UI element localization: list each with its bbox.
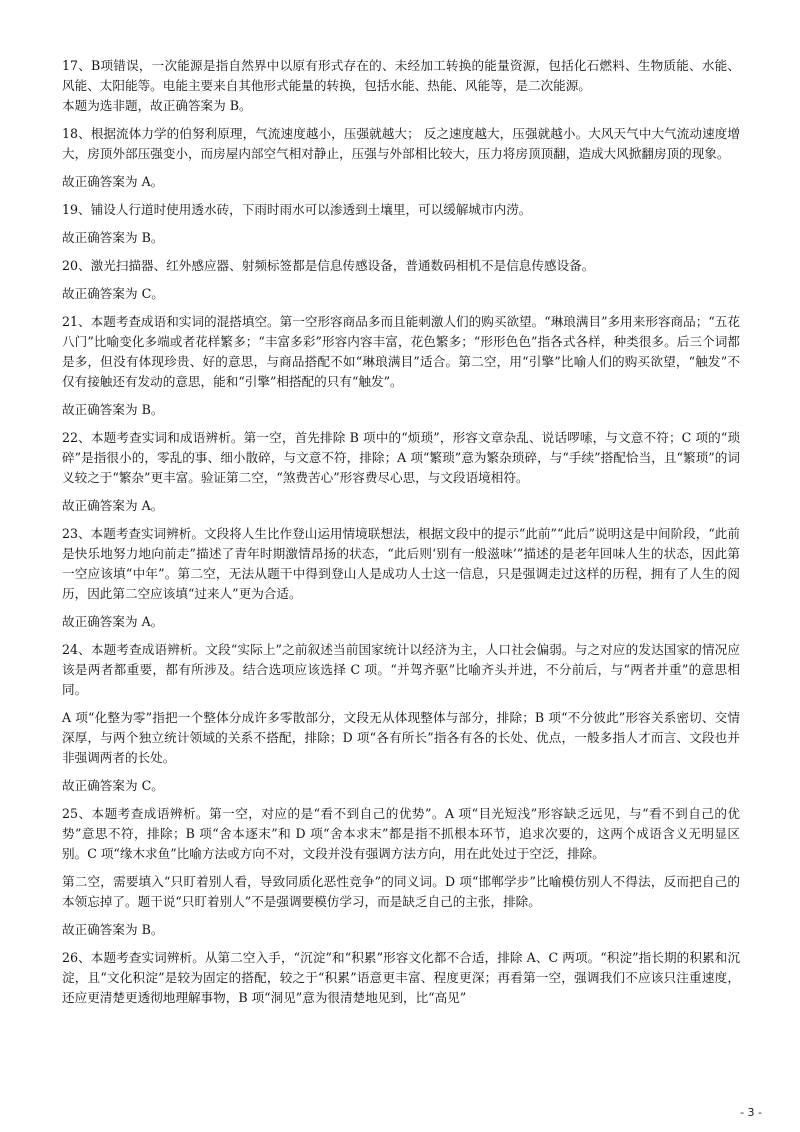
answer-line: 故正确答案为 C。	[62, 778, 164, 793]
question-24-options	[62, 708, 740, 768]
question-24	[62, 640, 740, 700]
explanation-text: 20、激光扫描器、红外感应器、射频标签都是信息传感设备，普通数码相机不是信息传感设备。	[62, 258, 595, 273]
question-20	[62, 256, 740, 276]
answer-line: 故正确答案为 A。	[62, 614, 164, 629]
answer-line: 故正确答案为 C。	[62, 286, 164, 301]
answer-line: 故正确答案为 B。	[62, 230, 164, 245]
explanation-text: 25、本题考查成语辨析。第一空，对应的是“看不到自己的优势”。A 项“目光短浅”形容缺乏远见，与“看不到自己的优势”意思不符，排除；B 项“舍本逐末”和 D 项“舍本求末”都是指不抓根本环节，追求次要的，这两个成语含义无明显区别。C 项“缘木求鱼”比喻方法或方向不对，文段并没有强调方法方向，用在此处过于空泛，排除。	[62, 806, 740, 861]
answer-line: 故正确答案为 B。	[62, 402, 164, 417]
explanation-text: 19、铺设人行道时使用透水砖，下雨时雨水可以渗透到土壤里，可以缓解城市内涝。	[62, 202, 532, 217]
explanation-text: 22、本题考查实词和成语辨析。第一空，首先排除 B 项中的“烦琐”，形容文章杂乱、说话啰嗦，与文意不符；C 项的“琐碎”是指很小的，零乱的事、细小散碎，与文意不符，排除；A 项“繁琐”意为繁杂琐碎，与“手续”搭配恰当，且“繁琐”的词义较之于“繁杂”更丰富。验证第二空，“煞费苦心”形容费尽心思，与文段语境相符。	[62, 430, 740, 485]
page-number: - 3 -	[740, 1106, 762, 1119]
answer-line: 故正确答案为 B。	[62, 922, 164, 937]
explanation-text: 24、本题考查成语辨析。文段“实际上”之前叙述当前国家统计以经济为主，人口社会偏弱。与之对应的发达国家的情况应该是两者都重要，都有所涉及。结合选项应该选择 C 项。“并驾齐驱”比喻齐头并进，不分前后，与“两者并重”的意思相同。	[62, 642, 740, 697]
explanation-text: 26、本题考查实词辨析。从第二空入手，“沉淀”和“积累”形容文化都不合适，排除 A、C 两项。“积淀”指长期的积累和沉淀，且“文化积淀”是较为固定的搭配，较之于“积累”语意更丰富、程度更深；再看第一空，强调我们不应该只注重速度，还应更清楚更透彻地理解事物，B 项“洞见”意为很清楚地见到，比“高见”	[62, 950, 740, 1005]
question-19	[62, 200, 740, 220]
explanation-text: A 项“化整为零”指把一个整体分成许多零散部分，文段无从体现整体与部分，排除；B 项“不分彼此”形容关系密切、交情深厚，与两个独立统计领域的关系不搭配，排除；D 项“各有所长”指各有各的长处、优点，一般多指人才而言、文段也并非强调两者的长处。	[62, 710, 740, 765]
explanation-text: 第二空，需要填入“只盯着别人看，导致同质化恶性竞争”的同义词。D 项“邯郸学步”比喻模仿别人不得法，反而把自己的本领忘掉了。题干说“只盯着别人”不是强调要模仿学习，而是缺乏自己的主张，排除。	[62, 874, 740, 909]
answer-line: 本题为选非题，故正确答案为 B。	[62, 98, 252, 113]
question-18	[62, 124, 740, 164]
question-25-second-blank	[62, 872, 740, 912]
explanation-text: 23、本题考查实词辨析。文段将人生比作登山运用情境联想法，根据文段中的提示“此前”“此后”说明这是中间阶段，“此前是快乐地努力地向前走”描述了青年时期激情昂扬的状态，“此后则‘别有一般滋味’”描述的是老年回味人生的状态，因此第一空应该填“中年”。第二空，无法从题干中得到登山人是成功人士这一信息，只是强调走过这样的历程，拥有了人生的阅历，因此第二空应该填“过来人”更为合适。	[62, 526, 740, 601]
explanation-text: 18、根据流体力学的伯努利原理，气流速度越小，压强就越大； 反之速度越大，压强就越小。大风天气中大气流动速度增大，房顶外部压强变小，而房屋内部空气相对静止，压强与外部相比较大，压力将房顶顶翻，造成大风掀翻房顶的现象。	[62, 126, 740, 161]
answer-line: 故正确答案为 A。	[62, 498, 164, 513]
question-25	[62, 804, 740, 864]
answer-line: 故正确答案为 A。	[62, 174, 164, 189]
question-21	[62, 312, 740, 392]
question-22	[62, 428, 740, 488]
explanation-text: 21、本题考查成语和实词的混搭填空。第一空形容商品多而且能刺激人们的购买欲望。“琳琅满目”多用来形容商品；“五花八门”比喻变化多端或者花样繁多；“丰富多彩”形容内容丰富，花色繁多；“形形色色”指各式各样，种类很多。后三个词都是多，但没有体现珍贵、好的意思，与商品搭配不如“琳琅满目”适合。第二空，用“引擎”比喻人们的购买欲望，“触发”不仅有接触还有发动的意思，能和“引擎”相搭配的只有“触发”。	[62, 314, 740, 389]
question-17	[62, 56, 740, 116]
question-23	[62, 524, 740, 604]
explanation-text: 17、B项错误，一次能源是指自然界中以原有形式存在的、未经加工转换的能量资源，包括化石燃料、生物质能、水能、风能、太阳能等。电能主要来自其他形式能量的转换，包括水能、热能、风能等，是二次能源。	[62, 58, 740, 93]
question-26	[62, 948, 740, 1008]
